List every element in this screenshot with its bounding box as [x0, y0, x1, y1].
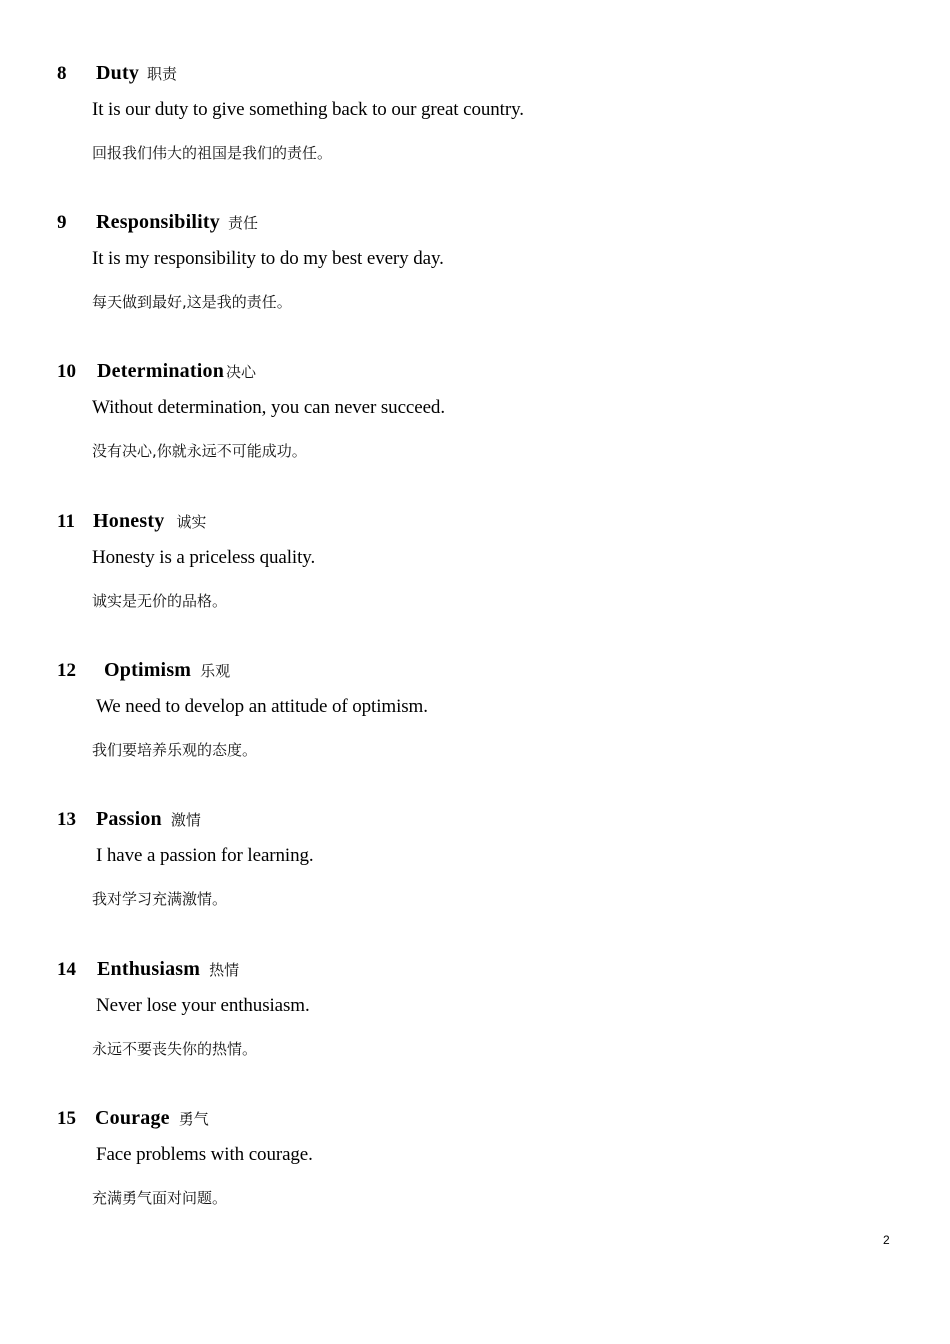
chinese-translation: 没有决心,你就永远不可能成功。 — [92, 442, 307, 460]
entry-chinese-word: 诚实 — [176, 513, 207, 531]
example-sentence: Never lose your enthusiasm. — [96, 995, 310, 1016]
entry-chinese-word: 乐观 — [200, 662, 231, 680]
vocab-entry-enthusiasm — [0, 958, 950, 1108]
entry-heading — [57, 211, 258, 237]
entry-word: Duty — [96, 62, 140, 84]
entry-number: 9 — [57, 212, 67, 233]
chinese-translation: 永远不要丧失你的热情。 — [92, 1040, 258, 1058]
entry-chinese-word: 激情 — [170, 811, 201, 829]
entry-chinese-word: 决心 — [226, 363, 257, 381]
vocab-entry-duty — [0, 62, 950, 212]
entry-word: Passion — [96, 808, 162, 830]
example-sentence: Face problems with courage. — [96, 1144, 313, 1165]
chinese-translation: 诚实是无价的品格。 — [92, 592, 228, 610]
vocab-entry-honesty — [0, 510, 950, 660]
entry-word: Optimism — [104, 659, 192, 681]
example-sentence: I have a passion for learning. — [96, 845, 314, 866]
entry-chinese-word: 勇气 — [178, 1110, 209, 1128]
example-sentence: We need to develop an attitude of optimism. — [96, 696, 428, 717]
entry-number: 8 — [57, 63, 67, 84]
entry-word: Determination — [97, 360, 225, 382]
vocab-entry-optimism — [0, 659, 950, 809]
example-sentence: Honesty is a priceless quality. — [92, 547, 316, 568]
vocab-entry-responsibility — [0, 211, 950, 361]
entry-word: Courage — [95, 1107, 170, 1129]
example-sentence: It is our duty to give something back to our great country. — [92, 99, 524, 120]
vocab-entry-passion — [0, 808, 950, 958]
chinese-translation: 每天做到最好,这是我的责任。 — [92, 293, 292, 311]
entry-heading — [57, 958, 239, 984]
entry-number: 14 — [57, 959, 76, 980]
example-sentence: Without determination, you can never succeed. — [92, 397, 445, 418]
entry-word: Enthusiasm — [97, 958, 201, 980]
entry-chinese-word: 职责 — [147, 65, 178, 83]
entry-heading — [57, 62, 177, 88]
example-sentence: It is my responsibility to do my best every day. — [92, 248, 444, 269]
chinese-translation: 我对学习充满激情。 — [92, 890, 228, 908]
vocab-entry-courage — [0, 1107, 950, 1257]
entry-heading — [57, 659, 230, 685]
entry-number: 15 — [57, 1108, 76, 1129]
page-number: 2 — [883, 1233, 890, 1247]
entry-heading — [57, 510, 206, 536]
chinese-translation: 回报我们伟大的祖国是我们的责任。 — [92, 144, 333, 162]
chinese-translation: 我们要培养乐观的态度。 — [92, 741, 258, 759]
entry-word: Responsibility — [96, 211, 220, 233]
chinese-translation: 充满勇气面对问题。 — [92, 1189, 228, 1207]
vocab-entry-determination — [0, 360, 950, 510]
entry-word: Honesty — [93, 510, 165, 532]
entry-heading — [57, 360, 256, 386]
entry-number: 12 — [57, 660, 76, 681]
entry-number: 13 — [57, 809, 76, 830]
entry-heading — [57, 808, 201, 834]
entry-number: 10 — [57, 361, 76, 382]
entry-heading — [57, 1107, 209, 1133]
entry-chinese-word: 热情 — [209, 961, 240, 979]
entry-number: 11 — [57, 511, 75, 532]
entry-chinese-word: 责任 — [227, 214, 258, 232]
